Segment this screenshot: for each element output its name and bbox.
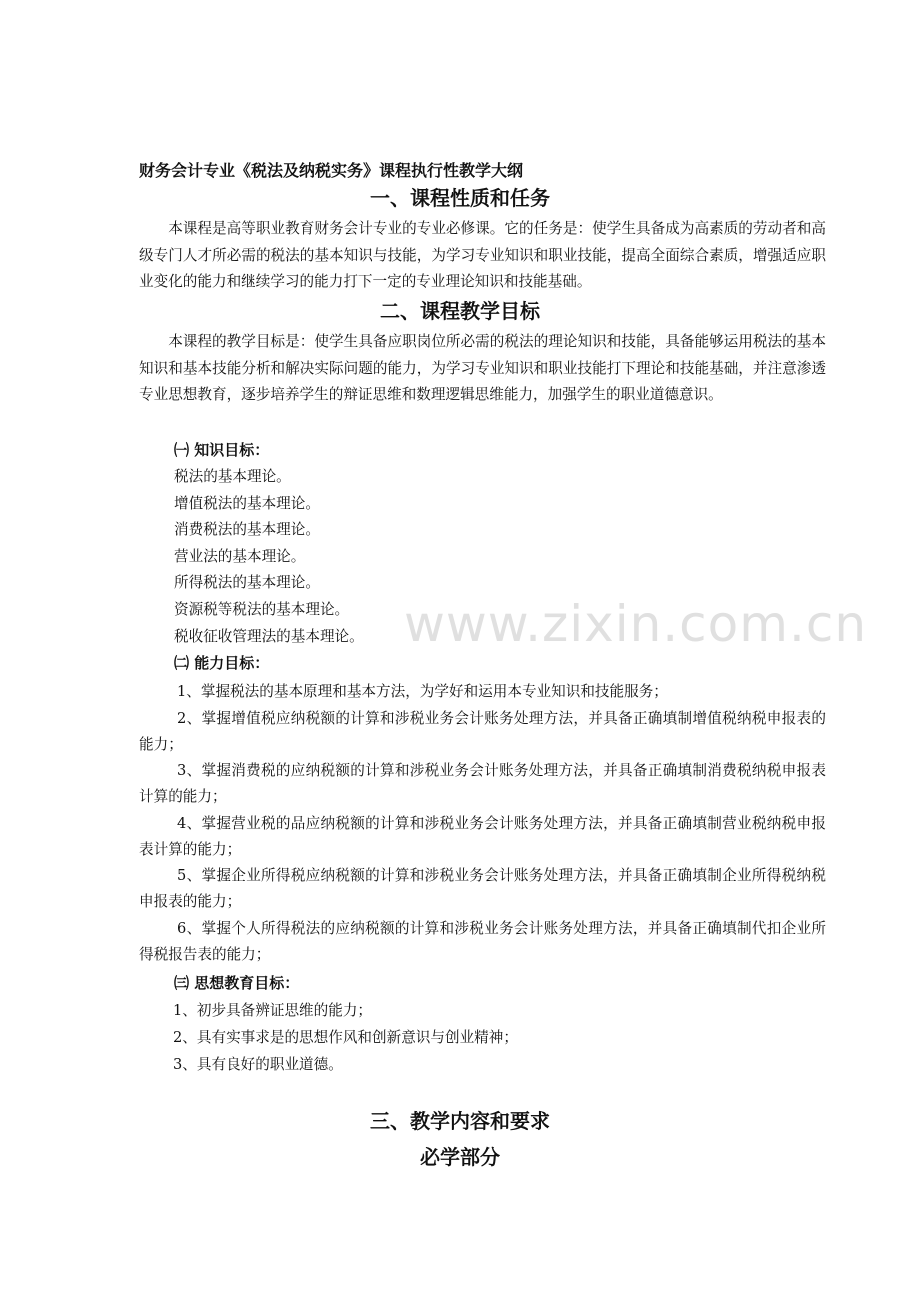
section-1-paragraph: 本课程是高等职业教育财务会计专业的专业必修课。它的任务是：使学生具备成为高素质的劳动者和高级专门人才所必需的税法的基本知识与技能，为学习专业知识和职业技能，提高全面综合素质，增强适应职业变化的能力和继续学习的能力打下一定的专业理论知识和技能基础。 bbox=[139, 220, 826, 290]
list-item: 3、掌握消费税的应纳税额的计算和涉税业务会计账务处理方法，并具备正确填制消费税纳税申报表计算的能力； bbox=[139, 762, 826, 806]
list-item: 4、掌握营业税的品应纳税额的计算和涉税业务会计账务处理方法，并具备正确填制营业税纳税申报表计算的能力； bbox=[139, 814, 826, 858]
document-title: 财务会计专业《税法及纳税实务》课程执行性教学大纲 bbox=[139, 161, 524, 180]
section-1-heading: 一、课程性质和任务 bbox=[370, 186, 550, 210]
list-item: 所得税法的基本理论。 bbox=[174, 574, 320, 592]
list-item: 营业法的基本理论。 bbox=[174, 547, 306, 565]
watermark: www.zixin.com.cn bbox=[404, 595, 868, 653]
list-item: 增值税法的基本理论。 bbox=[174, 494, 320, 512]
list-item: 2、具有实事求是的思想作风和创新意识与创业精神； bbox=[173, 1029, 518, 1046]
list-item: 2、掌握增值税应纳税额的计算和涉税业务会计账务处理方法，并具备正确填制增值税纳税申报表的能力； bbox=[139, 710, 826, 753]
list-item: 5、掌握企业所得税应纳税额的计算和涉税业务会计账务处理方法，并具备正确填制企业所得税纳税申报表的能力； bbox=[139, 867, 826, 911]
list-item: 1、掌握税法的基本原理和基本方法，为学好和运用本专业知识和技能服务； bbox=[177, 683, 668, 700]
knowledge-goals-list bbox=[174, 464, 364, 650]
thought-goals-heading: ㈢ 思想教育目标： bbox=[174, 974, 300, 992]
section-3-heading: 三、教学内容和要求 bbox=[370, 1109, 550, 1133]
list-item: 3、具有良好的职业道德。 bbox=[173, 1056, 343, 1073]
list-item: 消费税法的基本理论。 bbox=[174, 521, 320, 539]
list-item: 资源税等税法的基本理论。 bbox=[174, 600, 350, 618]
list-item: 1、初步具备辨证思维的能力； bbox=[173, 1002, 373, 1019]
thought-goals-list bbox=[173, 997, 518, 1078]
section-2-paragraph: 本课程的教学目标是：使学生具备应职岗位所必需的税法的理论知识和技能，具备能够运用税法的基本知识和基本技能分析和解决实际问题的能力，为学习专业知识和职业技能打下理论和技能基础，并注意渗透专业思想教育，逐步培养学生的辩证思维和数理逻辑思维能力，加强学生的职业道德意识。 bbox=[139, 333, 826, 403]
section-3-subheading: 必学部分 bbox=[420, 1145, 500, 1169]
list-item: 税收征收管理法的基本理论。 bbox=[174, 627, 364, 645]
ability-goals-heading: ㈡ 能力目标： bbox=[174, 654, 270, 672]
ability-goals-list bbox=[139, 679, 826, 968]
list-item: 6、掌握个人所得税法的应纳税额的计算和涉税业务会计账务处理方法，并具备正确填制代扣企业所得税报告表的能力； bbox=[139, 919, 826, 963]
section-2-heading: 二、课程教学目标 bbox=[380, 299, 540, 323]
list-item: 税法的基本理论。 bbox=[174, 468, 291, 485]
knowledge-goals-heading: ㈠ 知识目标： bbox=[174, 441, 270, 459]
